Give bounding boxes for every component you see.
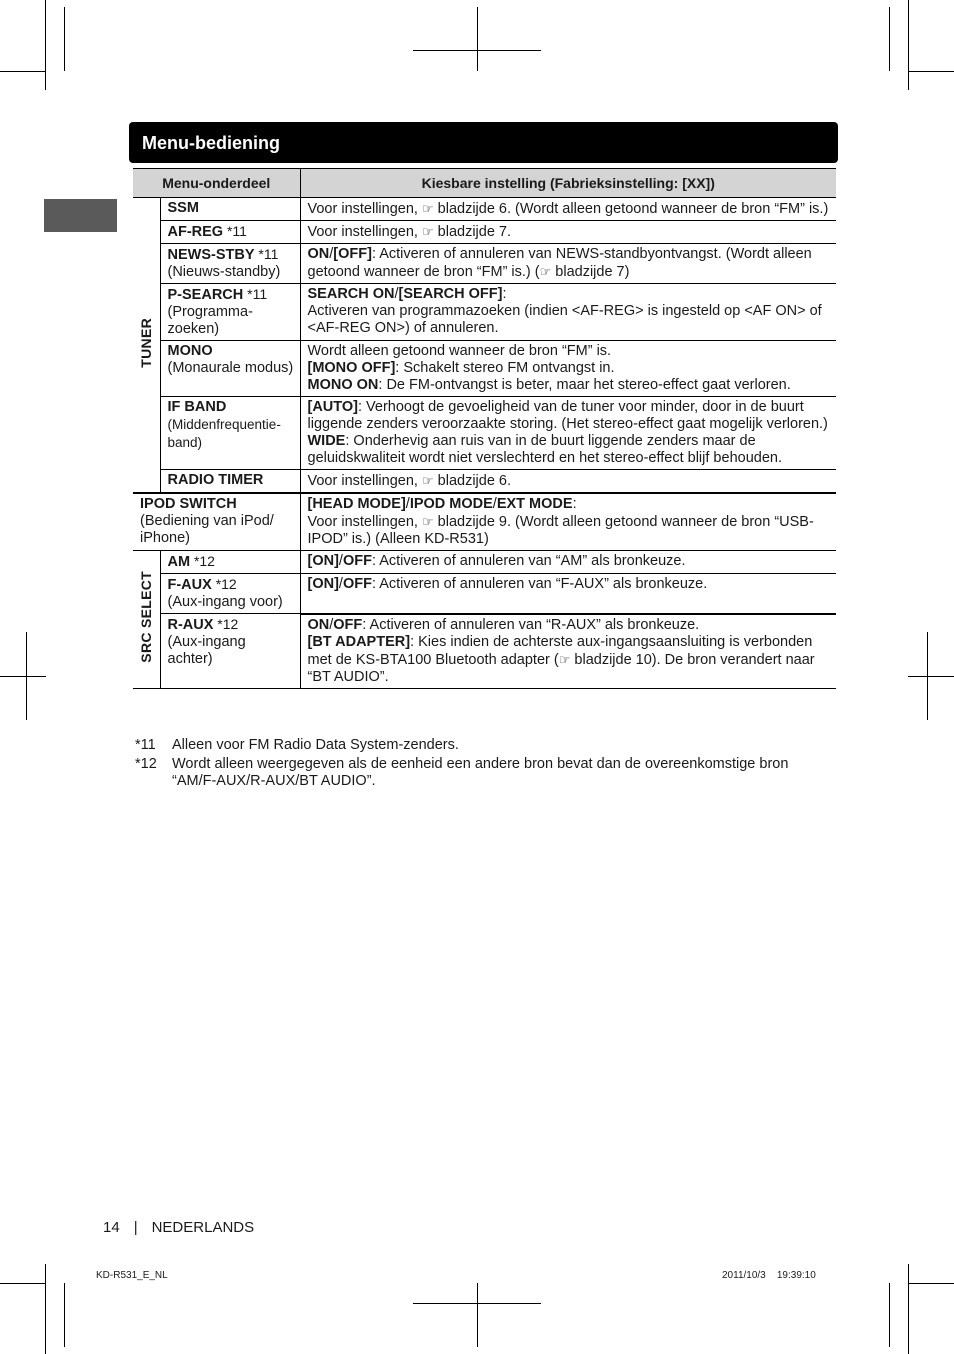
crop-mark	[45, 1264, 46, 1354]
item-if-band	[160, 397, 300, 470]
desc-text: bladzijde 6. (Wordt alleen getoond wanneer de bron “FM” is.)	[433, 201, 829, 217]
section-header	[129, 122, 838, 163]
option-label: ON	[307, 246, 330, 262]
footnote-ref: *11	[223, 223, 247, 239]
item-radio-timer	[160, 470, 300, 494]
footnote-text: Alleen voor FM Radio Data System-zenders.	[172, 737, 459, 753]
crop-mark	[0, 71, 46, 72]
option-label: IPOD MODE	[409, 496, 493, 512]
crop-mark	[927, 632, 928, 720]
separator: /	[394, 286, 399, 302]
crop-mark	[908, 676, 954, 677]
separator: /	[338, 553, 343, 569]
setting-am	[300, 551, 836, 574]
footnote-ref: *11	[243, 286, 268, 302]
print-date: 2011/10/3 19:39:10	[722, 1270, 816, 1281]
hand-pointer-icon: ☞	[539, 264, 552, 279]
setting-news-stby	[300, 244, 836, 284]
table-row	[133, 284, 836, 341]
crop-mark	[908, 71, 954, 72]
desc-text: bladzijde 6.	[433, 473, 512, 489]
crop-mark	[477, 1283, 478, 1347]
item-name: RADIO TIMER	[167, 472, 264, 488]
crop-mark	[908, 1283, 954, 1284]
table-row	[133, 614, 836, 689]
item-subtitle: (Monaurale modus)	[167, 360, 294, 376]
option-label: EXT MODE	[496, 496, 573, 512]
table-row	[133, 198, 836, 221]
item-mono	[160, 341, 300, 397]
separator: /	[329, 246, 334, 262]
crop-mark	[0, 676, 46, 677]
footnote-mark: *12	[135, 756, 157, 772]
desc-text: Voor instellingen,	[307, 514, 422, 530]
footnote-ref: *12	[190, 553, 215, 569]
setting-if-band	[300, 397, 836, 470]
footnote-mark: *11	[135, 737, 156, 753]
desc-text: Voor instellingen,	[307, 224, 422, 240]
item-subtitle: (Aux-ingang achter)	[167, 634, 246, 667]
footnote-ref: *12	[211, 576, 237, 592]
desc-text: : Activeren of annuleren van “AM” als bronkeuze.	[371, 553, 686, 569]
option-label: OFF	[342, 576, 372, 592]
item-subtitle: (Aux-ingang voor)	[167, 594, 283, 610]
table-row	[133, 244, 836, 284]
option-label: [HEAD MODE]	[307, 496, 406, 512]
setting-af-reg	[300, 221, 836, 244]
separator: /	[338, 576, 343, 592]
item-name: P-SEARCH	[167, 287, 244, 303]
crop-mark	[0, 1283, 46, 1284]
item-r-aux	[160, 614, 300, 689]
separator: :	[572, 496, 577, 512]
footer-language: NEDERLANDS	[151, 1219, 255, 1236]
desc-text: : Activeren of annuleren van “F-AUX” als bronkeuze.	[371, 576, 708, 592]
setting-f-aux	[300, 574, 836, 614]
item-f-aux	[160, 574, 300, 614]
group-tuner	[133, 198, 160, 494]
crop-mark	[64, 7, 65, 71]
option-label: [MONO OFF]	[307, 360, 396, 376]
item-ssm	[160, 198, 300, 221]
option-label: [ON]	[307, 576, 339, 592]
col-header-item: Menu-onderdeel	[133, 169, 300, 198]
option-label: SEARCH ON	[307, 286, 395, 302]
item-subtitle: (Programma-zoeken)	[167, 304, 253, 337]
desc-text: : Activeren of annuleren van NEWS-standbyontvangst. (Wordt alleen getoond wanneer de bron “FM” is.) (	[307, 246, 812, 280]
crop-mark	[477, 7, 478, 71]
group-label-src-select: SRC SELECT	[137, 570, 154, 663]
crop-mark	[908, 0, 909, 90]
setting-r-aux	[300, 614, 836, 689]
item-subtitle: (Nieuws-standby)	[167, 264, 281, 280]
page-footer	[103, 1219, 254, 1236]
table-row	[133, 341, 836, 397]
crop-mark	[889, 1283, 890, 1347]
option-label: [AUTO]	[307, 399, 358, 415]
setting-mono	[300, 341, 836, 397]
item-name: R-AUX	[167, 617, 214, 633]
table-row	[133, 397, 836, 470]
setting-ipod-switch	[300, 493, 836, 551]
item-subtitle: (Bediening van iPod/ iPhone)	[140, 513, 274, 546]
group-src-select	[133, 551, 160, 689]
separator: /	[492, 496, 497, 512]
hand-pointer-icon: ☞	[558, 651, 571, 667]
footnote	[135, 756, 825, 790]
setting-ssm	[300, 198, 836, 221]
crop-mark	[26, 632, 27, 720]
item-name: MONO	[167, 343, 213, 359]
section-title: Menu-bediening	[142, 133, 280, 153]
desc-text: : Schakelt stereo FM ontvangst in.	[395, 360, 615, 376]
item-name: AM	[167, 554, 191, 570]
crop-mark	[64, 1283, 65, 1347]
desc-text: bladzijde 9. (Wordt alleen getoond wanneer de bron “USB-IPOD” is.) (Alleen KD-R531)	[307, 514, 814, 547]
option-label: WIDE	[307, 433, 346, 449]
desc-text: Wordt alleen getoond wanneer de bron “FM” is.	[307, 343, 612, 359]
desc-text: : De FM-ontvangst is beter, maar het stereo-effect gaat verloren.	[378, 377, 791, 393]
footnotes	[135, 737, 825, 792]
col-header-setting: Kiesbare instelling (Fabrieksinstelling: [XX])	[300, 169, 836, 198]
table-row	[133, 493, 836, 551]
group-label-tuner: TUNER	[137, 317, 154, 368]
desc-text: : Kies indien de achterste aux-ingangsaansluiting is verbonden met de KS-BTA100 Bluetooth adapter (	[307, 633, 813, 668]
setting-radio-timer	[300, 470, 836, 494]
item-news-stby	[160, 244, 300, 284]
separator: /	[329, 616, 334, 633]
hand-pointer-icon: ☞	[421, 473, 434, 488]
desc-text: bladzijde 7.	[433, 224, 512, 240]
separator: /	[405, 496, 410, 512]
footnote-text: Wordt alleen weergegeven als de eenheid een andere bron bevat dan de overeenkomstige bron “AM/F-AUX/R-AUX/BT AUDIO”.	[172, 756, 789, 789]
hand-pointer-icon: ☞	[421, 201, 434, 216]
desc-text: bladzijde 7)	[551, 264, 630, 280]
hand-pointer-icon: ☞	[421, 514, 434, 529]
option-label: OFF	[333, 616, 363, 633]
desc-text: bladzijde 10). De bron verandert naar “BT AUDIO”.	[307, 651, 815, 685]
page-number: 14	[103, 1219, 120, 1236]
option-label: [OFF]	[333, 246, 372, 262]
item-name: AF-REG	[167, 224, 224, 240]
option-label: MONO ON	[307, 377, 379, 393]
setting-p-search	[300, 284, 836, 341]
menu-table	[133, 168, 836, 689]
footnote-ref: *12	[213, 616, 239, 632]
desc-text: : Activeren of annuleren van “R-AUX” als bronkeuze.	[362, 616, 700, 633]
item-subtitle: (Middenfrequentie-band)	[167, 417, 281, 450]
item-name: SSM	[167, 200, 199, 216]
table-row	[133, 221, 836, 244]
option-label: [SEARCH OFF]	[398, 286, 503, 302]
desc-text: : Verhoogt de gevoeligheid van de tuner voor minder, door in de buurt liggende zenders veroorzaakte storing. (Het stereo-effect gaat mogelijk verloren.)	[307, 399, 828, 432]
table-header-row	[133, 169, 836, 198]
item-p-search	[160, 284, 300, 341]
table-row	[133, 470, 836, 494]
desc-text: Voor instellingen,	[307, 201, 422, 217]
crop-mark	[889, 7, 890, 71]
desc-text: Activeren van programmazoeken (indien <AF-REG> is ingesteld op <AF ON> of <AF-REG ON>) of annuleren.	[307, 303, 822, 336]
table-row	[133, 574, 836, 614]
item-af-reg	[160, 221, 300, 244]
item-ipod-switch	[133, 493, 300, 551]
footnote-ref: *11	[254, 246, 279, 262]
option-label: ON	[307, 616, 330, 633]
hand-pointer-icon: ☞	[421, 224, 434, 239]
separator: :	[502, 286, 507, 302]
item-name: IPOD SWITCH	[140, 496, 237, 512]
item-name: NEWS-STBY	[167, 247, 255, 263]
item-am	[160, 551, 300, 574]
option-label: OFF	[342, 553, 372, 569]
footnote	[135, 737, 825, 754]
item-name: F-AUX	[167, 577, 212, 593]
item-name: IF BAND	[167, 399, 227, 415]
desc-text: : Onderhevig aan ruis van in de buurt liggende zenders maar de geluidskwaliteit wordt niet verslechterd en het stereo-effect blijf behouden.	[307, 433, 782, 466]
option-label: [BT ADAPTER]	[307, 633, 411, 650]
table-row	[133, 551, 836, 574]
side-tab-marker	[44, 199, 117, 232]
desc-text: Voor instellingen,	[307, 473, 422, 489]
crop-mark	[908, 1264, 909, 1354]
footer-separator: |	[133, 1219, 138, 1236]
print-id: KD-R531_E_NL	[96, 1270, 168, 1281]
option-label: [ON]	[307, 553, 339, 569]
crop-mark	[45, 0, 46, 90]
